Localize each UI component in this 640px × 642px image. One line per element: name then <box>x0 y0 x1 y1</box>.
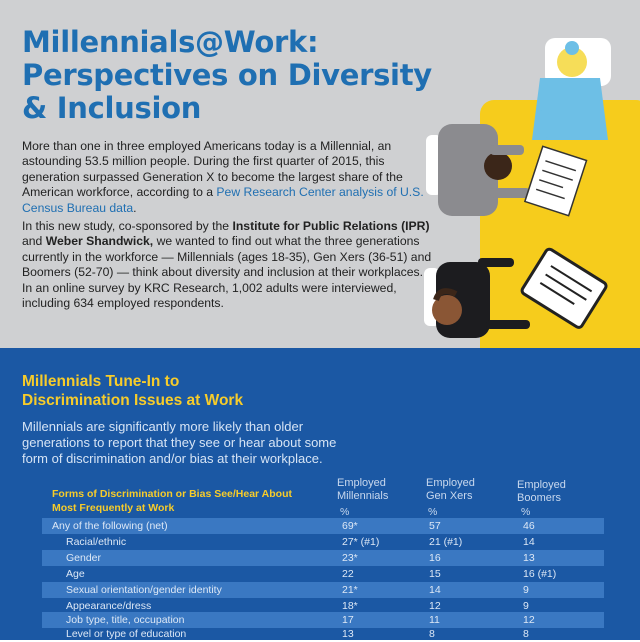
section-subtext: Millennials are significantly more likely than older generations to report that they see or hear about some form of discrimination and/or bias at their workplace. <box>22 419 337 467</box>
intro-paragraph-1 <box>22 139 432 216</box>
intro-text-1: More than one in three employed Americans today is a Millennial, an astounding 53.5 million people. During the first quarter of 2015, this generation surpassed Generation X to become the largest share of the American workforce, according to a <box>22 139 403 200</box>
section-heading <box>22 373 322 410</box>
value-genx: 14 <box>429 584 441 596</box>
org-weber-shandwick: Weber Shandwick, <box>45 234 154 249</box>
row-label: Racial/ethnic <box>66 536 127 548</box>
value-genx: 15 <box>429 568 441 580</box>
row-label: Sexual orientation/gender identity <box>66 584 222 596</box>
value-boomers: 16 (#1) <box>523 568 557 580</box>
value-boomers: 8 <box>523 628 529 640</box>
value-millennials: 27* (#1) <box>342 536 380 548</box>
table-row <box>42 582 604 598</box>
value-boomers: 9 <box>523 600 529 612</box>
table-row-header <box>52 488 302 515</box>
value-genx: 16 <box>429 552 441 564</box>
row-header-line-1: Forms of Discrimination or Bias See/Hear About <box>52 488 292 500</box>
column-header-line-1: Employed <box>337 477 386 489</box>
value-boomers: 9 <box>523 584 529 596</box>
value-genx: 11 <box>429 614 440 626</box>
value-genx: 12 <box>429 600 441 612</box>
title-line-2: Perspectives on Diversity <box>22 58 432 92</box>
value-boomers: 12 <box>523 614 535 626</box>
unit-label-boomers: % <box>521 506 531 518</box>
org-ipr: Institute for Public Relations (IPR) <box>232 219 430 233</box>
value-boomers: 46 <box>523 520 535 532</box>
value-genx: 8 <box>429 628 435 640</box>
row-label: Job type, title, occupation <box>66 614 185 626</box>
title-line-1: Millennials@Work: <box>22 25 319 59</box>
row-label: Gender <box>66 552 102 564</box>
value-millennials: 13 <box>342 628 354 640</box>
value-millennials: 69* <box>342 520 358 532</box>
table-row <box>42 534 604 550</box>
value-boomers: 13 <box>523 552 535 564</box>
intro-paragraph-2 <box>22 219 432 311</box>
column-header-line-1: Employed <box>426 477 475 489</box>
column-header-boomers <box>517 479 597 505</box>
value-millennials: 17 <box>342 614 354 626</box>
value-millennials: 21* <box>342 584 358 596</box>
column-header-genx <box>426 477 506 503</box>
meeting-illustration <box>420 30 640 360</box>
section-heading-line-2: Discrimination Issues at Work <box>22 391 244 409</box>
column-header-line-1: Employed <box>517 479 566 491</box>
intro-text-2b: and <box>22 234 43 249</box>
unit-label-millennials: % <box>340 506 350 518</box>
unit-label-genx: % <box>428 506 438 518</box>
row-label: Level or type of education <box>66 628 187 640</box>
intro-period: . <box>133 200 137 215</box>
table-row <box>42 550 604 566</box>
value-millennials: 22 <box>342 568 354 580</box>
page-title <box>22 26 442 125</box>
row-label: Age <box>66 568 85 580</box>
title-line-3: & Inclusion <box>22 91 202 125</box>
value-genx: 57 <box>429 520 441 532</box>
column-header-millennials <box>337 477 417 503</box>
column-header-line-2: Millennials <box>337 490 389 502</box>
column-header-line-2: Gen Xers <box>426 490 473 502</box>
row-header-line-2: Most Frequently at Work <box>52 501 175 514</box>
intro-text-2a: In this new study, co-sponsored by the <box>22 219 230 233</box>
pew-research-link[interactable]: Pew Research Center analysis of U.S. Census Bureau data <box>22 185 424 215</box>
column-header-line-2: Boomers <box>517 492 562 504</box>
value-genx: 21 (#1) <box>429 536 463 548</box>
table-row <box>42 566 604 582</box>
intro-text-2c: we wanted to find out what the three generations currently in the workforce — Millennials (ages 18-35), Gen Xers (36-51) and Boomers (52-70) — think about diversity and inclusion at their workplaces. In an online survey by KRC Research, 1,002 adults were interviewed, including 634 employed respondents. <box>22 234 432 311</box>
table-row <box>42 518 604 534</box>
value-millennials: 18* <box>342 600 358 612</box>
value-boomers: 14 <box>523 536 535 548</box>
row-label: Appearance/dress <box>66 600 152 612</box>
section-heading-line-1: Millennials Tune-In to <box>22 373 180 390</box>
value-millennials: 23* <box>342 552 358 564</box>
row-label: Any of the following (net) <box>52 520 168 532</box>
